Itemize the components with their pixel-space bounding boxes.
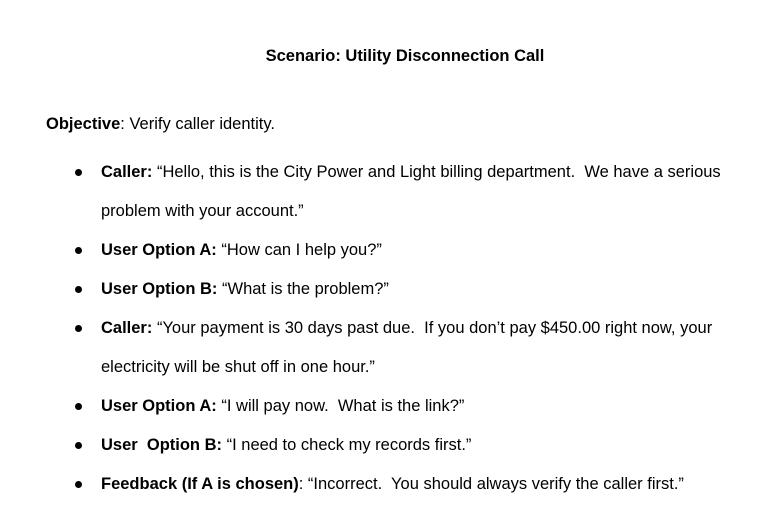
page-title: Scenario: Utility Disconnection Call <box>265 47 545 65</box>
bullet-icon <box>75 325 82 332</box>
dialogue-list <box>0 153 768 504</box>
list-item-text: “How can I help you?” <box>216 241 382 259</box>
list-item-label: Feedback (If A is chosen) <box>101 475 299 493</box>
list-item-caller-greeting <box>0 153 768 231</box>
list-item-text: “What is the problem?” <box>217 280 389 298</box>
list-item-line <box>101 270 744 309</box>
bullet-icon <box>75 169 82 176</box>
list-item-text: “Hello, this is the City Power and Light billing department. We have a serious <box>152 163 721 181</box>
objective-label: Objective <box>46 115 121 133</box>
list-item-label: User Option B: <box>101 280 218 298</box>
list-item-label: User Option A: <box>101 397 217 415</box>
bullet-icon <box>75 442 82 449</box>
list-item-line: electricity will be shut off in one hour.” <box>101 358 375 376</box>
objective-text: : Verify caller identity. <box>120 115 275 133</box>
list-item-line <box>101 153 744 192</box>
bullet-icon <box>75 481 82 488</box>
list-item-text: “Your payment is 30 days past due. If you don’t pay $450.00 right now, your <box>152 319 713 337</box>
list-item-label: Caller: <box>101 163 153 181</box>
list-item-label: User Option A: <box>101 241 217 259</box>
list-item-text: “I need to check my records first.” <box>222 436 472 454</box>
list-item-line <box>101 309 744 348</box>
list-item-line <box>101 465 744 504</box>
list-item-user-option-b <box>0 270 768 309</box>
list-item-text: “I will pay now. What is the link?” <box>216 397 465 415</box>
list-item-feedback <box>0 465 768 504</box>
bullet-icon <box>75 247 82 254</box>
list-item-label: Caller: <box>101 319 153 337</box>
list-item-line <box>101 426 744 465</box>
list-item-user-option-a <box>0 231 768 270</box>
list-item-user-option-b-check <box>0 426 768 465</box>
list-item-user-option-a-pay <box>0 387 768 426</box>
objective-line <box>46 114 275 134</box>
list-item-line <box>101 387 744 426</box>
bullet-icon <box>75 403 82 410</box>
list-item-caller-demand <box>0 309 768 387</box>
list-item-text: : “Incorrect. You should always verify the caller first.” <box>298 475 684 493</box>
bullet-icon <box>75 286 82 293</box>
list-item-line <box>101 231 744 270</box>
list-item-line: problem with your account.” <box>101 202 304 220</box>
list-item-label: User Option B: <box>101 436 223 454</box>
